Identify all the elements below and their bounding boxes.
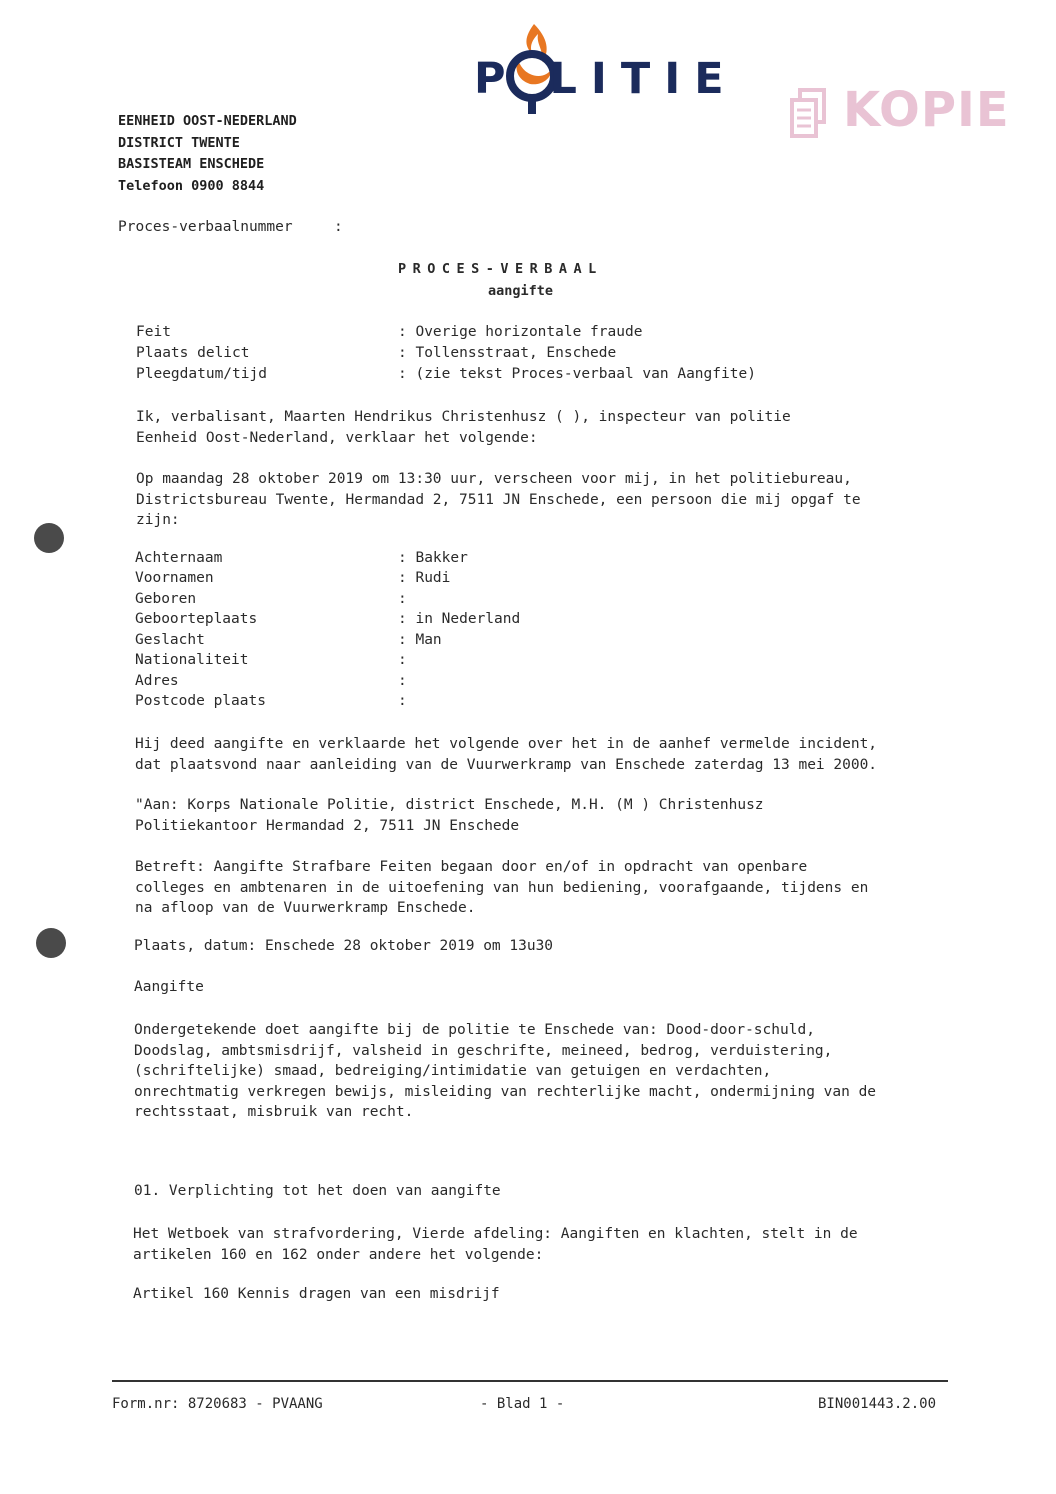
text-line: "Aan: Korps Nationale Politie, district Enschede, M.H. (M ) Christenhusz xyxy=(135,797,764,813)
person-label: Postcode plaats xyxy=(135,693,266,709)
person-value: : in Nederland xyxy=(398,611,521,627)
text-line: Doodslag, ambtsmisdrijf, valsheid in geschrifte, meineed, bedrog, verduistering, xyxy=(134,1042,833,1059)
section1-paragraph xyxy=(133,1224,858,1265)
text-line: zijn: xyxy=(136,512,180,528)
person-label: Nationaliteit xyxy=(135,652,249,668)
addressee-paragraph xyxy=(135,795,764,836)
text-line: dat plaatsvond naar aanleiding van de Vuurwerkramp van Enschede zaterdag 13 mei 2000. xyxy=(135,756,878,773)
text-line: Ik, verbalisant, Maarten Hendrikus Christenhusz ( ), inspecteur van politie xyxy=(136,409,791,425)
person-value: : xyxy=(398,693,407,709)
case-label: Feit xyxy=(136,324,171,340)
text-line: onrechtmatig verkregen bewijs, misleiding van rechterlijke macht, ondermijning van de xyxy=(134,1083,877,1100)
person-label: Voornamen xyxy=(135,570,214,586)
appearance-paragraph xyxy=(136,469,861,531)
text-line: artikelen 160 en 162 onder andere het volgende: xyxy=(133,1246,544,1263)
text-line: Eenheid Oost-Nederland, verklaar het volgende: xyxy=(136,429,538,446)
regarding-paragraph xyxy=(135,857,868,919)
text-line: Districtsbureau Twente, Hermandad 2, 7511 JN Enschede, een persoon die mij opgaf te xyxy=(136,491,861,508)
text-line: Het Wetboek van strafvordering, Vierde afdeling: Aangiften en klachten, stelt in de xyxy=(133,1226,858,1242)
header-team: BASISTEAM ENSCHEDE xyxy=(118,156,265,172)
case-label: Plaats delict xyxy=(136,345,250,361)
stamp-text: KOPIE xyxy=(843,82,1010,138)
place-date: Plaats, datum: Enschede 28 oktober 2019 om 13u30 xyxy=(134,938,554,954)
case-label: Pleegdatum/tijd xyxy=(136,366,267,382)
document-title: PROCES-VERBAAL xyxy=(398,261,603,277)
footer-document-code: BIN001443.2.00 xyxy=(818,1396,937,1412)
person-label: Adres xyxy=(135,673,179,689)
person-value: : xyxy=(398,652,407,668)
section1-heading: 01. Verplichting tot het doen van aangifte xyxy=(134,1183,501,1199)
text-line: colleges en ambtenaren in de uitoefening van hun bediening, voorafgaande, tijdens en xyxy=(135,879,869,896)
document-subtitle: aangifte xyxy=(488,283,554,299)
person-label: Geslacht xyxy=(135,632,205,648)
footer-divider xyxy=(112,1380,948,1382)
statement-paragraph xyxy=(135,734,877,775)
case-value: : Tollensstraat, Enschede xyxy=(398,345,617,361)
person-value: : xyxy=(398,591,407,607)
person-value: : xyxy=(398,673,407,689)
case-value: : (zie tekst Proces-verbaal van Aangfite) xyxy=(398,366,756,382)
person-value: : Rudi xyxy=(398,570,451,586)
header-phone: Telefoon 0900 8844 xyxy=(118,178,265,194)
pv-number-colon: : xyxy=(334,219,343,235)
aangifte-heading: Aangifte xyxy=(134,979,204,995)
text-line: Politiekantoor Hermandad 2, 7511 JN Enschede xyxy=(135,817,520,834)
punch-hole xyxy=(34,523,64,553)
text-line: na afloop van de Vuurwerkramp Enschede. xyxy=(135,900,476,916)
person-value: : Man xyxy=(398,632,442,648)
person-value: : Bakker xyxy=(398,550,468,566)
person-label: Geboorteplaats xyxy=(135,611,258,627)
charges-paragraph xyxy=(134,1020,876,1123)
text-line: Ondergetekende doet aangifte bij de politie te Enschede van: Dood-door-schuld, xyxy=(134,1022,815,1038)
text-line: Op maandag 28 oktober 2019 om 13:30 uur, verscheen voor mij, in het politiebureau, xyxy=(136,471,852,487)
text-line: Betreft: Aangifte Strafbare Feiten begaan door en/of in opdracht van openbare xyxy=(135,859,808,875)
pv-number-label: Proces-verbaalnummer xyxy=(118,219,293,235)
text-line: (schriftelijke) smaad, bedreiging/intimidatie van getuigen en verdachten, xyxy=(134,1063,772,1079)
header-unit: EENHEID OOST-NEDERLAND xyxy=(118,113,297,129)
text-line: rechtsstaat, misbruik van recht. xyxy=(134,1104,414,1120)
case-value: : Overige horizontale fraude xyxy=(398,324,643,340)
person-label: Achternaam xyxy=(135,550,223,566)
footer-page-number: - Blad 1 - xyxy=(480,1396,565,1412)
text-line: Hij deed aangifte en verklaarde het volgende over het in de aanhef vermelde incident, xyxy=(135,736,878,752)
logo-letters: P LITIE xyxy=(474,54,738,104)
intro-paragraph xyxy=(136,407,791,448)
footer-form-number: Form.nr: 8720683 - PVAANG xyxy=(112,1396,323,1412)
copy-document-icon xyxy=(788,88,832,140)
header-district: DISTRICT TWENTE xyxy=(118,135,240,151)
article-160-heading: Artikel 160 Kennis dragen van een misdrijf xyxy=(133,1286,500,1302)
kopie-stamp xyxy=(788,82,1010,142)
person-label: Geboren xyxy=(135,591,197,607)
punch-hole xyxy=(36,928,66,958)
